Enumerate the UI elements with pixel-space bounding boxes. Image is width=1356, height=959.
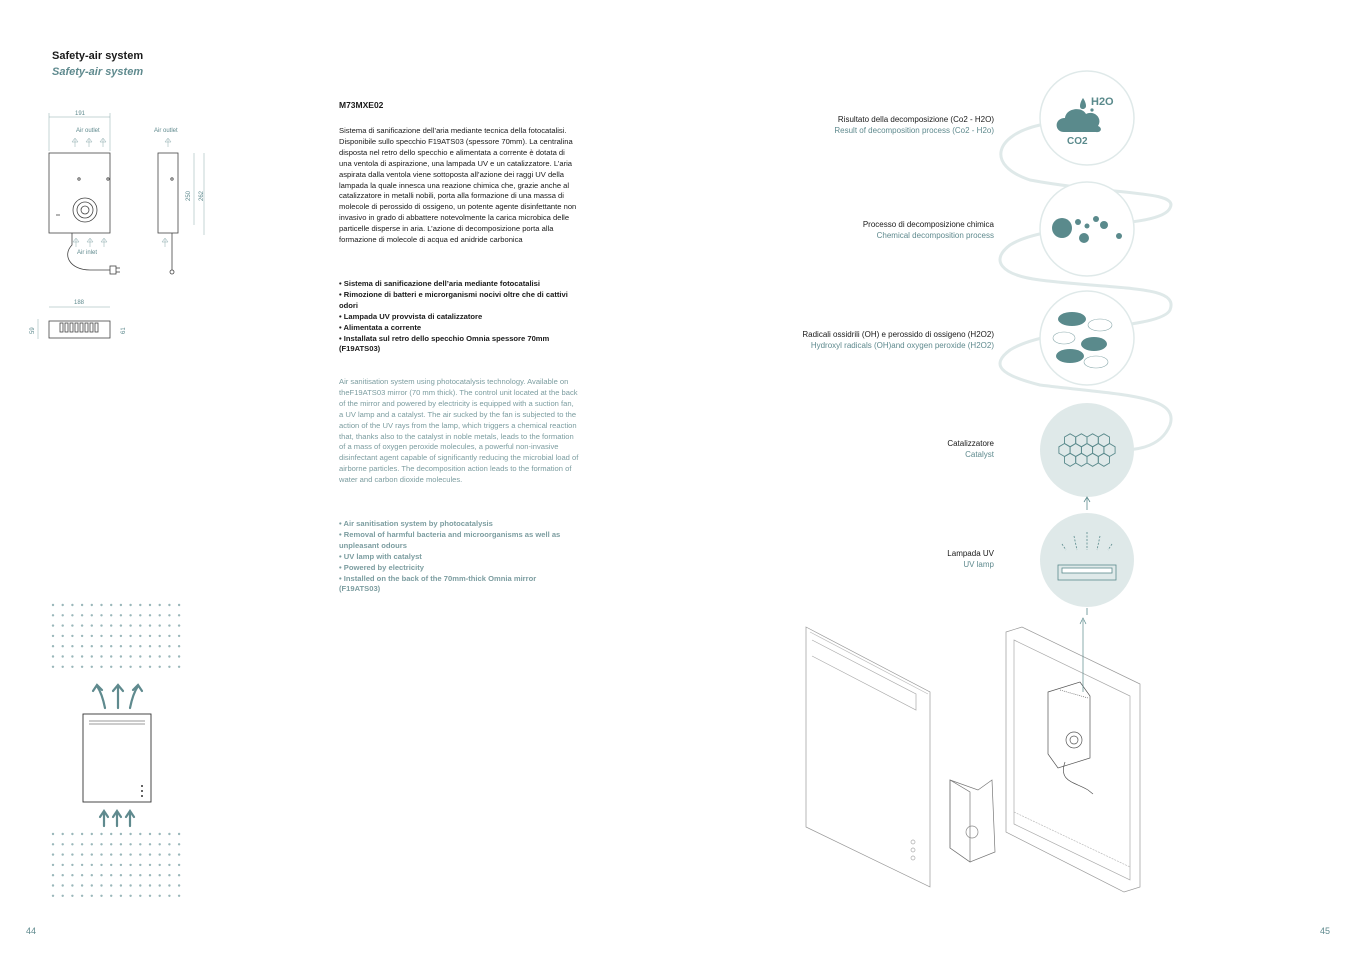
- dot: [100, 853, 102, 855]
- dot: [159, 853, 161, 855]
- dot: [120, 864, 122, 866]
- stage-uv-lamp-label: Lampada UV UV lamp: [947, 549, 994, 569]
- dot: [62, 655, 64, 657]
- dot: [110, 833, 112, 835]
- dot: [139, 874, 141, 876]
- dot: [149, 635, 151, 637]
- dot: [168, 853, 170, 855]
- dot: [91, 604, 93, 606]
- dot: [110, 604, 112, 606]
- dot: [62, 843, 64, 845]
- dot: [110, 635, 112, 637]
- dot: [62, 635, 64, 637]
- dot: [120, 874, 122, 876]
- dot-grid-bottom: [52, 833, 181, 897]
- dot: [100, 655, 102, 657]
- dot: [178, 895, 180, 897]
- dot: [129, 614, 131, 616]
- dot: [71, 833, 73, 835]
- dot: [71, 635, 73, 637]
- dot: [110, 864, 112, 866]
- dot: [62, 833, 64, 835]
- dot: [149, 833, 151, 835]
- features-list-italian: [339, 279, 579, 355]
- dot: [168, 833, 170, 835]
- dot: [52, 604, 54, 606]
- dot: [62, 874, 64, 876]
- dot: [81, 843, 83, 845]
- dot: [81, 864, 83, 866]
- dot: [91, 635, 93, 637]
- dot: [178, 666, 180, 668]
- dim-width-front: 191: [75, 111, 86, 117]
- dot: [100, 635, 102, 637]
- dot: [129, 853, 131, 855]
- dot: [71, 864, 73, 866]
- dot: [81, 884, 83, 886]
- dot: [178, 843, 180, 845]
- dot: [120, 645, 122, 647]
- product-code: M73MXE02: [339, 100, 384, 110]
- dot: [120, 635, 122, 637]
- dot: [159, 895, 161, 897]
- dot: [110, 614, 112, 616]
- dot: [159, 645, 161, 647]
- dot: [120, 666, 122, 668]
- dot: [52, 895, 54, 897]
- dot: [81, 874, 83, 876]
- dot: [100, 666, 102, 668]
- dot: [139, 864, 141, 866]
- feature-item: • UV lamp with catalyst: [339, 551, 422, 561]
- dot: [120, 843, 122, 845]
- stage-catalyst-label: Catalizzatore Catalyst: [947, 439, 994, 459]
- dot: [110, 666, 112, 668]
- dot: [62, 624, 64, 626]
- dot: [52, 843, 54, 845]
- dot: [159, 666, 161, 668]
- dot: [81, 853, 83, 855]
- air-outlet-side-label: Air outlet: [154, 128, 178, 134]
- dot: [168, 874, 170, 876]
- dot: [52, 635, 54, 637]
- dot: [129, 874, 131, 876]
- dot: [52, 624, 54, 626]
- dot: [139, 604, 141, 606]
- dot: [71, 874, 73, 876]
- dot: [81, 635, 83, 637]
- dot: [110, 853, 112, 855]
- dot: [178, 864, 180, 866]
- dot: [91, 874, 93, 876]
- dot-grid-top: [52, 604, 181, 668]
- dot: [91, 843, 93, 845]
- dot: [52, 645, 54, 647]
- dot: [110, 874, 112, 876]
- dot: [71, 853, 73, 855]
- dot: [52, 614, 54, 616]
- dim-height-side-outer: 262: [199, 190, 205, 201]
- dot: [139, 635, 141, 637]
- dot: [149, 655, 151, 657]
- dot: [129, 645, 131, 647]
- inlet-arrows-icon: [73, 238, 168, 247]
- dot: [62, 604, 64, 606]
- dot: [52, 833, 54, 835]
- dot: [52, 666, 54, 668]
- dot: [159, 604, 161, 606]
- dot: [149, 884, 151, 886]
- process-diagram: [990, 70, 1190, 615]
- dot: [178, 604, 180, 606]
- dot: [71, 624, 73, 626]
- dot: [81, 666, 83, 668]
- dot: [81, 624, 83, 626]
- dot: [91, 614, 93, 616]
- dot: [120, 853, 122, 855]
- feature-item: • Installata sul retro dello specchio Omnia spessore 70mm (F19ATS03): [339, 333, 550, 354]
- dot: [178, 833, 180, 835]
- dot: [139, 895, 141, 897]
- air-outlet-front-label: Air outlet: [76, 128, 100, 134]
- dot: [71, 604, 73, 606]
- dot: [159, 635, 161, 637]
- dot: [178, 614, 180, 616]
- dot: [168, 864, 170, 866]
- dot: [81, 895, 83, 897]
- feature-item: • Lampada UV provvista di catalizzatore: [339, 311, 483, 321]
- airflow-illustration: [45, 598, 195, 908]
- dot: [81, 645, 83, 647]
- stage-radicals-label: Radicali ossidrili (OH) e perossido di ossigeno (H2O2) Hydroxyl radicals (OH)and oxygen peroxide (H2O2): [802, 330, 994, 350]
- dot: [100, 864, 102, 866]
- dot: [149, 853, 151, 855]
- dot: [149, 895, 151, 897]
- dot: [149, 843, 151, 845]
- dot: [149, 874, 151, 876]
- outlet-arrows-icon: [72, 138, 171, 147]
- description-italian: Sistema di sanificazione dell’aria mediante tecnica della fotocatalisi. Disponibile sullo specchio F19ATS03 (spessore 70mm). La centralina disposta nel retro dello specchio e alimentata a corrente è dotata di una ventola di aspirazione, una lampada UV e un catalizzatore. L’aria aspirata dalla ventola viene sottoposta all’azione dei raggi UV della lampada la quale innesca una reazione chimica che, grazie anche al catalizzatore in metalli nobili, porta alla formazione di una massa di molecole di perossido di ossigeno, un potente agente disinfettante non invasivo in grado di abbattere notevolmente la carica microbica delle particelle disperse in aria. L’azione di decomposizione porta alla formazione di molecole di acqua ed anidride carbonica: [339, 126, 577, 245]
- dot: [62, 853, 64, 855]
- dot: [139, 853, 141, 855]
- dot: [159, 624, 161, 626]
- dot: [100, 843, 102, 845]
- dot: [91, 624, 93, 626]
- dot: [81, 614, 83, 616]
- feature-item: • Alimentata a corrente: [339, 322, 422, 332]
- dot: [91, 884, 93, 886]
- dot: [129, 864, 131, 866]
- dot: [129, 884, 131, 886]
- dot: [120, 655, 122, 657]
- dot: [100, 645, 102, 647]
- mirror-front-icon: [83, 714, 151, 802]
- dot: [62, 645, 64, 647]
- airflow-out-arrows-icon: [93, 685, 142, 708]
- dot: [52, 864, 54, 866]
- dot: [110, 624, 112, 626]
- co2-label: CO2: [1067, 136, 1088, 147]
- dot: [149, 624, 151, 626]
- dot: [168, 645, 170, 647]
- dot: [178, 884, 180, 886]
- airflow-in-arrows-icon: [100, 811, 134, 826]
- dot: [91, 655, 93, 657]
- dot: [149, 864, 151, 866]
- feature-item: • Removal of harmful bacteria and microorganisms as well as unpleasant odours: [339, 529, 561, 550]
- page-title: Safety-air system: [52, 50, 144, 62]
- h2o-label: H2O: [1091, 96, 1114, 108]
- dim-width-bottom: 188: [74, 300, 85, 306]
- dot: [159, 655, 161, 657]
- description-english: Air sanitisation system using photocatalysis technology. Available on theF19ATS03 mirror (70 mm thick). The control unit located at the back of the mirror and powered by electricity is equipped with a suction fan, a UV lamp and a catalyst. The air sucked by the fan is subjected to the action of the UV rays from the lamp, which triggers a chemical reaction that, thanks also to the catalyst in noble metals, leads to the formation of a mass of oxygen peroxide molecules, a powerful non-invasive disinfectant agent capable of significantly reducing the microbial load of airborne particles. The decomposition action leads to the formation of water and carbon dioxide molecules.: [339, 377, 579, 485]
- dot: [168, 614, 170, 616]
- dot: [110, 884, 112, 886]
- dot: [129, 624, 131, 626]
- dot: [52, 874, 54, 876]
- dot: [159, 874, 161, 876]
- feature-item: • Powered by electricity: [339, 562, 424, 572]
- dot: [52, 655, 54, 657]
- dot: [91, 645, 93, 647]
- dot: [91, 864, 93, 866]
- dot: [71, 666, 73, 668]
- dot: [159, 614, 161, 616]
- dot: [110, 645, 112, 647]
- air-inlet-label: Air inlet: [77, 250, 98, 256]
- dot: [159, 884, 161, 886]
- dot: [168, 884, 170, 886]
- dot: [100, 614, 102, 616]
- dot: [129, 833, 131, 835]
- dot: [129, 604, 131, 606]
- dot: [62, 864, 64, 866]
- dot: [71, 645, 73, 647]
- dot: [159, 833, 161, 835]
- dot: [81, 655, 83, 657]
- dot: [91, 666, 93, 668]
- dot: [91, 895, 93, 897]
- dot: [149, 614, 151, 616]
- dot: [52, 853, 54, 855]
- dot: [149, 645, 151, 647]
- dot: [100, 833, 102, 835]
- dim-height-bottom: 59: [30, 327, 36, 334]
- dot: [100, 874, 102, 876]
- dot: [168, 895, 170, 897]
- stage-result-label: Risultato della decomposizione (Co2 - H2O) Result of decomposition process (Co2 - H2o): [834, 115, 994, 135]
- feature-item: • Rimozione di batteri e microrganismi nocivi oltre che di cattivi odori: [339, 289, 568, 310]
- dot: [110, 655, 112, 657]
- dot: [129, 635, 131, 637]
- dot: [168, 604, 170, 606]
- dot: [139, 645, 141, 647]
- dot: [81, 604, 83, 606]
- feature-item: • Installed on the back of the 70mm-thick Omnia mirror (F19ATS03): [339, 573, 537, 594]
- feature-item: • Air sanitisation system by photocatalysis: [339, 519, 493, 528]
- dot: [62, 666, 64, 668]
- dot: [139, 666, 141, 668]
- dot: [149, 604, 151, 606]
- dot: [139, 884, 141, 886]
- dot: [120, 604, 122, 606]
- dim-depth-bottom: 61: [121, 327, 127, 334]
- dot: [139, 624, 141, 626]
- dot: [62, 614, 64, 616]
- dot: [71, 884, 73, 886]
- dot: [110, 843, 112, 845]
- dot: [139, 655, 141, 657]
- dot: [129, 655, 131, 657]
- dot: [100, 624, 102, 626]
- dot: [110, 895, 112, 897]
- page-number-left: 44: [26, 926, 37, 936]
- dot: [178, 635, 180, 637]
- dot: [129, 666, 131, 668]
- dot: [139, 833, 141, 835]
- dot: [120, 833, 122, 835]
- dot: [71, 614, 73, 616]
- dot: [52, 884, 54, 886]
- dot: [91, 833, 93, 835]
- features-list-english: [339, 519, 579, 595]
- technical-drawing: [20, 105, 220, 355]
- dot: [100, 895, 102, 897]
- exploded-mirror-illustration: [800, 612, 1145, 897]
- dot: [149, 666, 151, 668]
- dot: [178, 853, 180, 855]
- dot: [168, 666, 170, 668]
- dot: [168, 635, 170, 637]
- dot: [178, 874, 180, 876]
- dot: [129, 843, 131, 845]
- dot: [178, 645, 180, 647]
- dot: [71, 843, 73, 845]
- dot: [168, 624, 170, 626]
- dot: [139, 614, 141, 616]
- dot: [129, 895, 131, 897]
- dot: [178, 655, 180, 657]
- dot: [91, 853, 93, 855]
- dot: [71, 655, 73, 657]
- dot: [168, 655, 170, 657]
- dot: [81, 833, 83, 835]
- stage-decomposition-label: Processo di decomposizione chimica Chemical decomposition process: [862, 220, 994, 240]
- dot: [178, 624, 180, 626]
- dot: [168, 843, 170, 845]
- dot: [159, 843, 161, 845]
- dot: [62, 895, 64, 897]
- dot: [62, 884, 64, 886]
- dot: [139, 843, 141, 845]
- dot: [100, 604, 102, 606]
- page-subtitle: Safety-air system: [52, 66, 144, 78]
- dot: [120, 884, 122, 886]
- page-number-right: 45: [1320, 926, 1331, 936]
- dot: [120, 895, 122, 897]
- dot: [159, 864, 161, 866]
- dot: [120, 624, 122, 626]
- dim-height-side-inner: 250: [186, 190, 192, 201]
- dot: [100, 884, 102, 886]
- feature-item: • Sistema di sanificazione dell’aria mediante fotocatalisi: [339, 279, 541, 288]
- dot: [71, 895, 73, 897]
- dot: [120, 614, 122, 616]
